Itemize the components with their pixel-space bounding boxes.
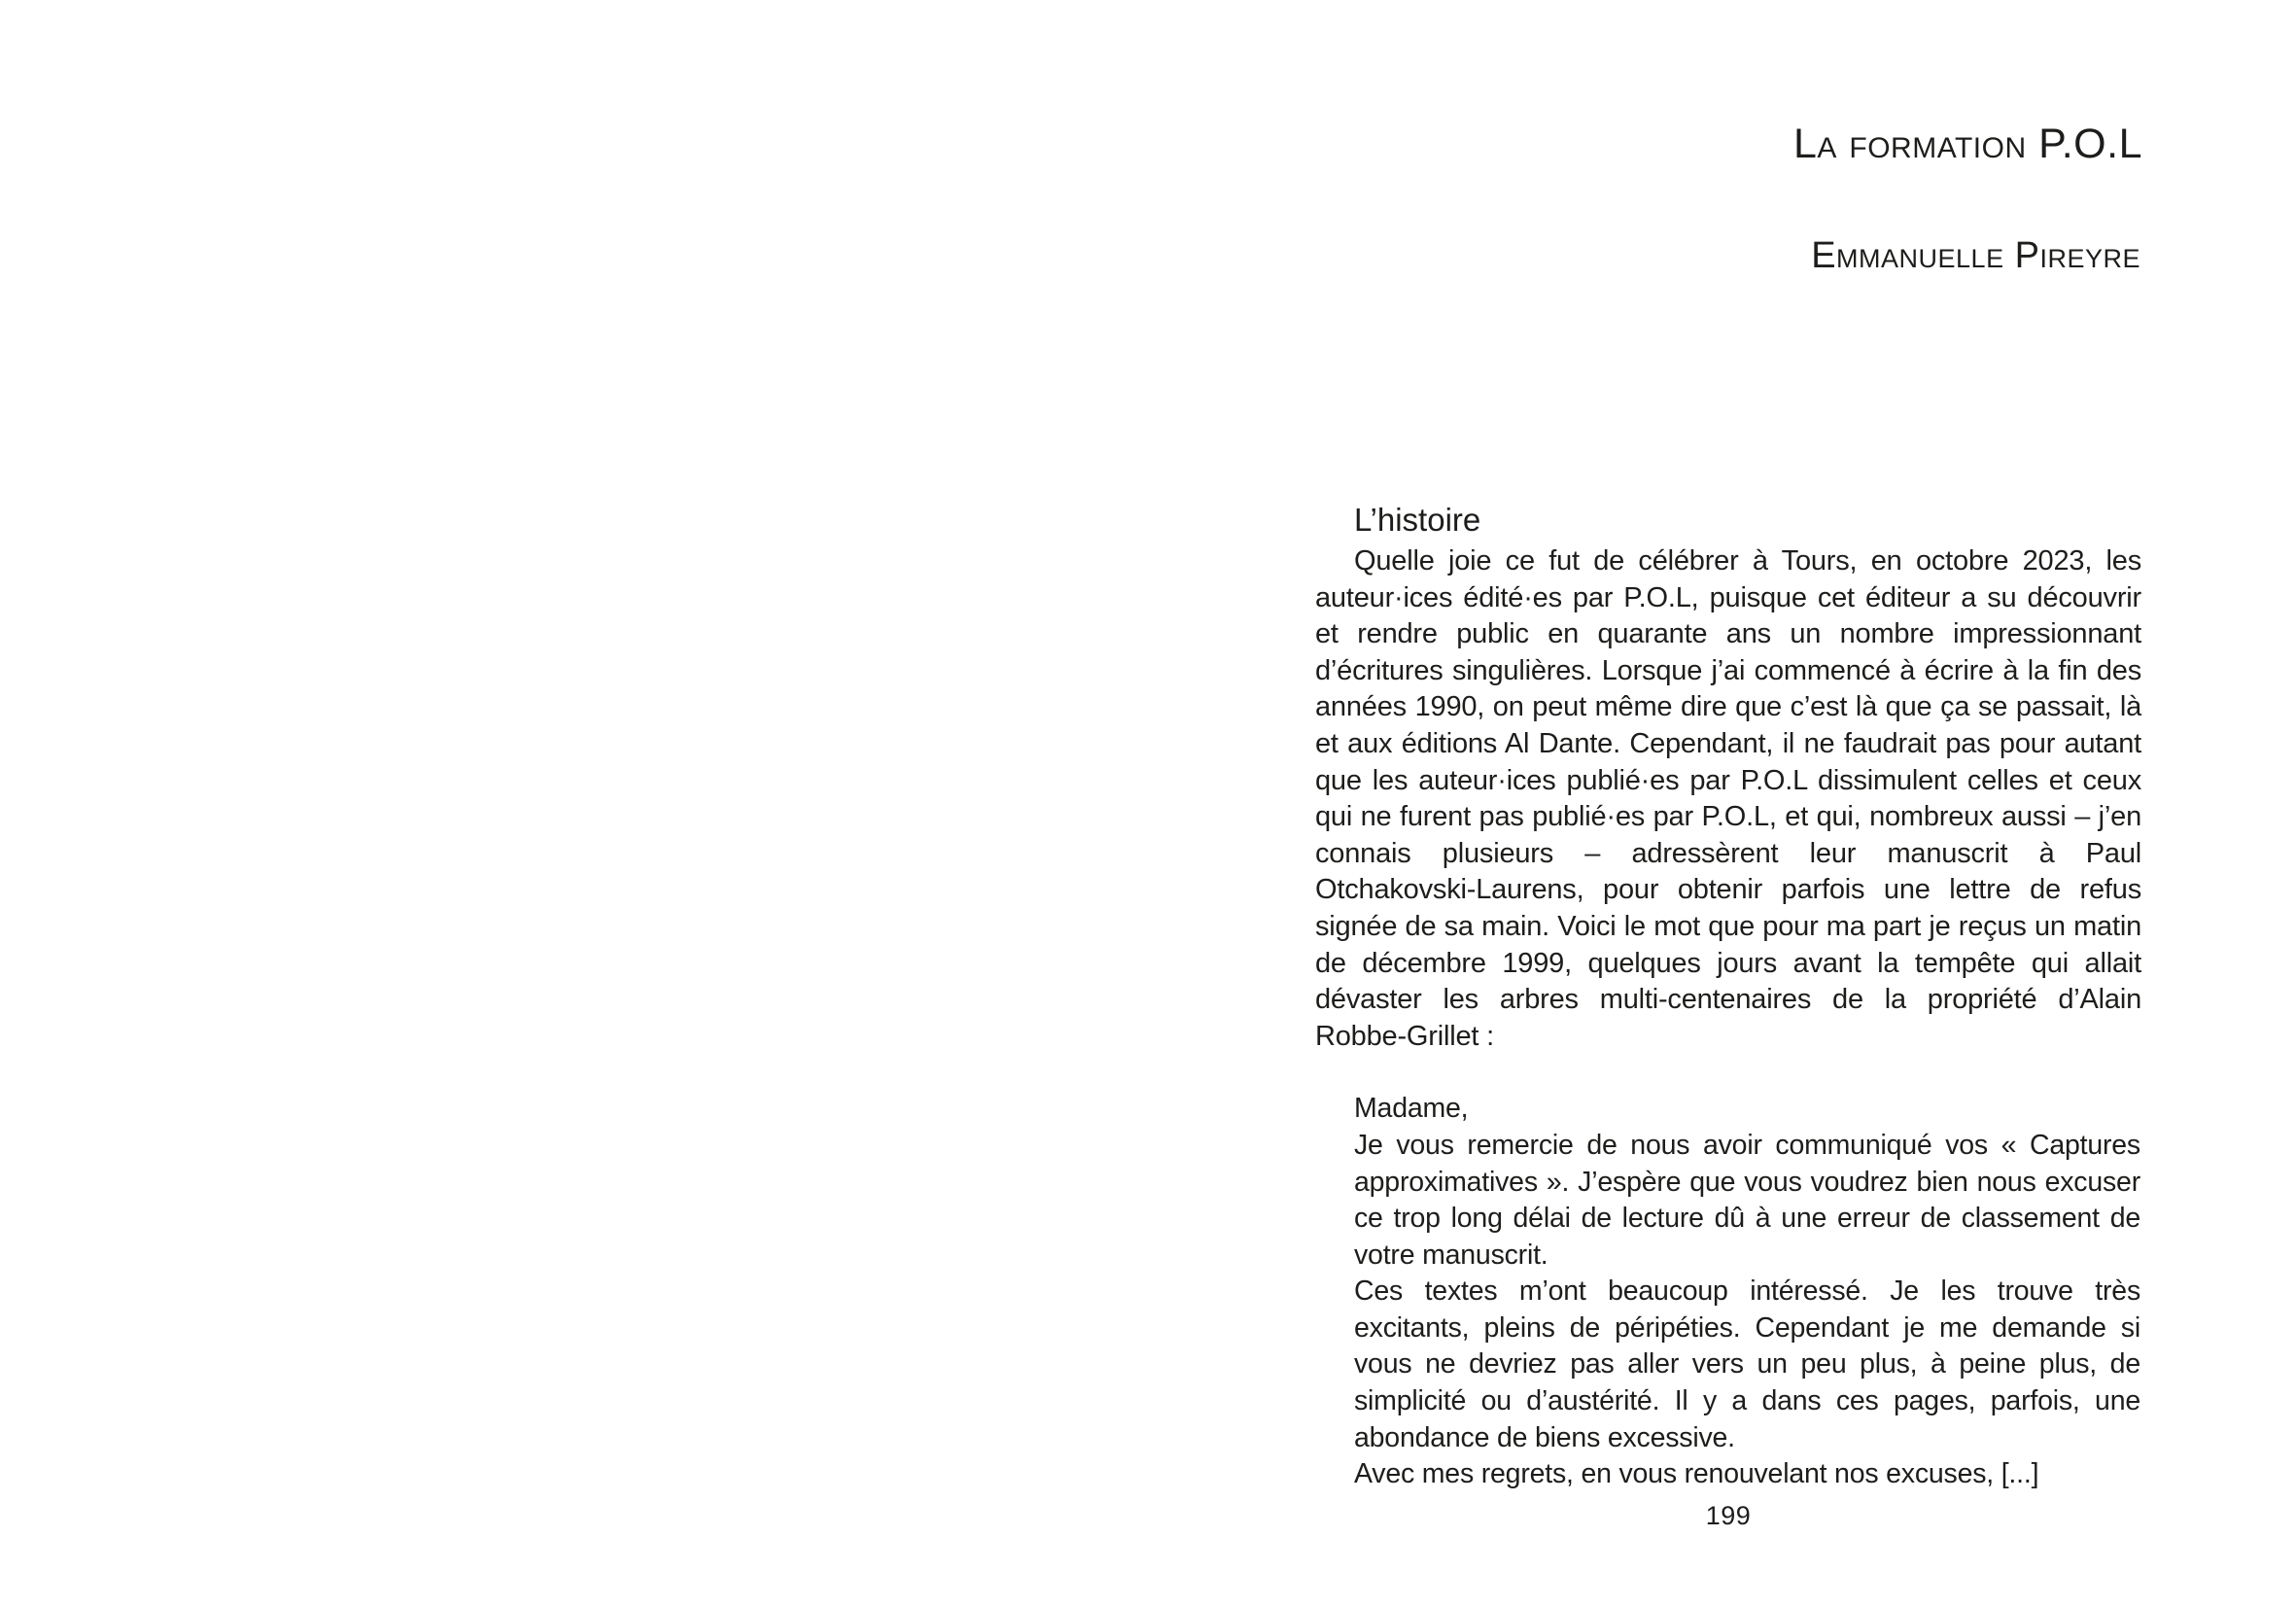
section-heading: L’histoire: [1354, 502, 1481, 538]
chapter-title: La formation P.O.L: [1793, 121, 2142, 167]
letter-paragraph: Je vous remercie de nous avoir communiqué vos « Captures approximatives ». J’espère que vous voudrez bien nous excuser ce trop long délai de lecture dû à une erreur de classement de votre manuscrit.: [1354, 1129, 2140, 1271]
letter-blockquote: [1354, 1091, 2140, 1493]
text-column: [1315, 502, 2141, 1493]
letter-paragraph: Ces textes m’ont beaucoup intéressé. Je les trouve très excitants, pleins de péripéties. Cependant je me demande si vous ne devriez pas aller vers un peu plus, à peine plus, de simplicité ou d’austérité. Il y a dans ces pages, parfois, une abondance de biens excessive.: [1354, 1275, 2140, 1453]
chapter-author: Emmanuelle Pireyre: [1811, 235, 2140, 276]
page-number: 199: [1705, 1501, 1752, 1530]
letter-paragraph: Avec mes regrets, en vous renouvelant nos excuses, [...]: [1354, 1458, 2039, 1490]
letter-salutation: Madame,: [1354, 1093, 1469, 1125]
body-paragraph: Quelle joie ce fut de célébrer à Tours, en octobre 2023, les auteur·ices édité·es par P.O.L, puisque cet éditeur a su découvrir et rendre public en quarante ans un nombre impressionnant d’écritures singulières. Lorsque j’ai commencé à écrire à la fin des années 1990, on peut même dire que c’est là que ça se passait, là et aux éditions Al Dante. Cependant, il ne faudrait pas pour autant que les auteur·ices publié·es par P.O.L dissimulent celles et ceux qui ne furent pas publié·es par P.O.L, et qui, nombreux aussi – j’en connais plusieurs – adressèrent leur manuscrit à Paul Otchakovski-Laurens, pour obtenir parfois une lettre de refus signée de sa main. Voici le mot que pour ma part je reçus un matin de décembre 1999, quelques jours avant la tempête qui allait dévaster les arbres multi-centenaires de la propriété d’Alain Robbe-Grillet :: [1315, 545, 2141, 1052]
